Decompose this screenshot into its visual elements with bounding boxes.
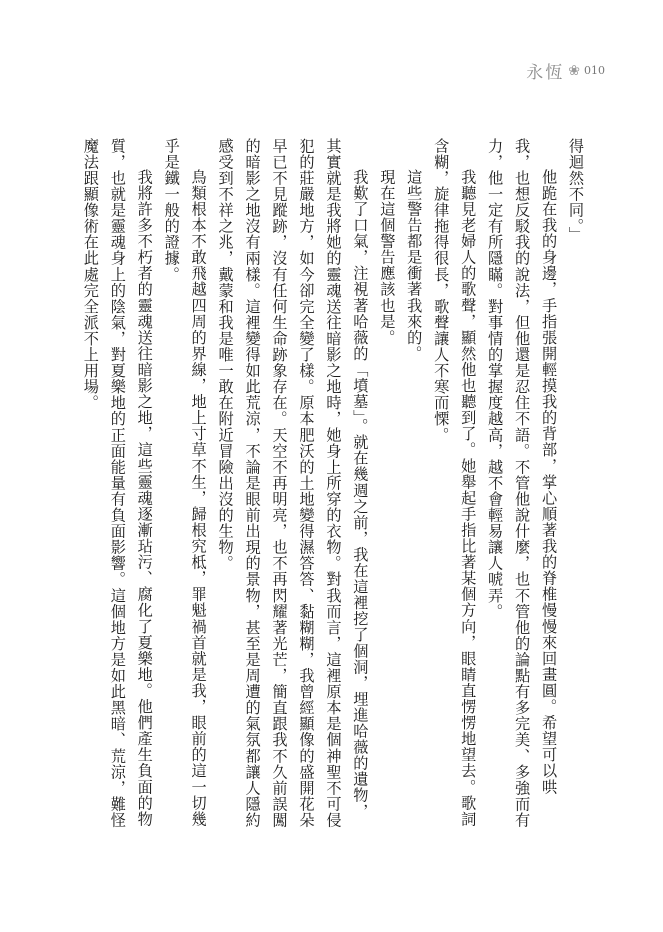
text-column: 犯的莊嚴地方，如今卻完全變了樣。原本肥沃的土地變得濕答答、黏糊糊，我曾經顯像的盛開花朵 <box>297 138 316 829</box>
text-column: 早已不見蹤跡，沒有任何生命跡象存在。天空不再明亮，也不再閃耀著光芒，簡直跟我不久前誤闖 <box>270 138 289 829</box>
running-header <box>526 58 605 83</box>
text-column: 得迴然不同。」 <box>567 138 585 243</box>
text-column: 我將許多不朽者的靈魂送往暗影之地，這些靈魂逐漸玷污、腐化了夏樂地。他們產生負面的物 <box>135 169 154 828</box>
text-column: 的暗影之地沒有兩樣。這裡變得如此荒涼，不論是眼前出現的景物，甚至是周遭的氣氛都讓人隱約 <box>243 138 262 829</box>
text-column: 乎是鐵一般的證據。 <box>162 138 181 283</box>
text-column: 這些警告都是衝著我來的。 <box>405 169 424 362</box>
text-column: 我歎了口氣，注視著哈薇的「墳墓」。就在幾週之前，我在這裡挖了個洞，埋進哈薇的遺物， <box>351 169 370 820</box>
text-column: 我，也想反駁我的說法，但他還是忍住不語。不管他說什麼，也不管他的論點有多完美、多強而有 <box>513 138 532 829</box>
book-title: 永恆 <box>526 63 565 83</box>
text-column: 他跪在我的身邊，手指張開輕摸我的背部，掌心順著我的脊椎慢慢來回畫圓。希望可以哄 <box>540 169 559 795</box>
text-column: 鳥類根本不敢飛越四周的界線，地上寸草不生，歸根究柢，罪魁禍首就是我，眼前的這一切幾 <box>189 169 208 828</box>
text-column: 其實就是我將她的靈魂送往暗影之地時，她身上所穿的衣物。對我而言，這裡原本是個神聖不可侵 <box>324 138 343 829</box>
page-number: 010 <box>584 64 605 77</box>
text-column: 魔法跟顯像術在此處完全派不上用場。 <box>81 138 100 411</box>
vertical-text-body <box>78 138 590 860</box>
text-column: 感受到不祥之兆，戴蒙和我是唯一敢在附近冒險出沒的生物。 <box>216 138 235 572</box>
text-column: 質，也就是靈魂身上的陰氣，對夏樂地的正面能量有負面影響。這個地方是如此黑暗、荒涼，難怪 <box>108 138 127 829</box>
text-column: 現在這個警告應該也是。 <box>378 169 397 346</box>
text-column: 含糊，旋律拖得很長，歌聲讓人不寒而慄。 <box>432 138 451 443</box>
flower-ornament-icon: ❀ <box>568 62 580 79</box>
text-column: 力，他一定有所隱瞞。對事情的掌握度越高，越不會輕易讓人唬弄。 <box>486 138 505 620</box>
text-column: 我聽見老婦人的歌聲，顯然他也聽到了。她舉起手指比著某個方向，眼睛直愣愣地望去。歌詞 <box>459 169 478 828</box>
